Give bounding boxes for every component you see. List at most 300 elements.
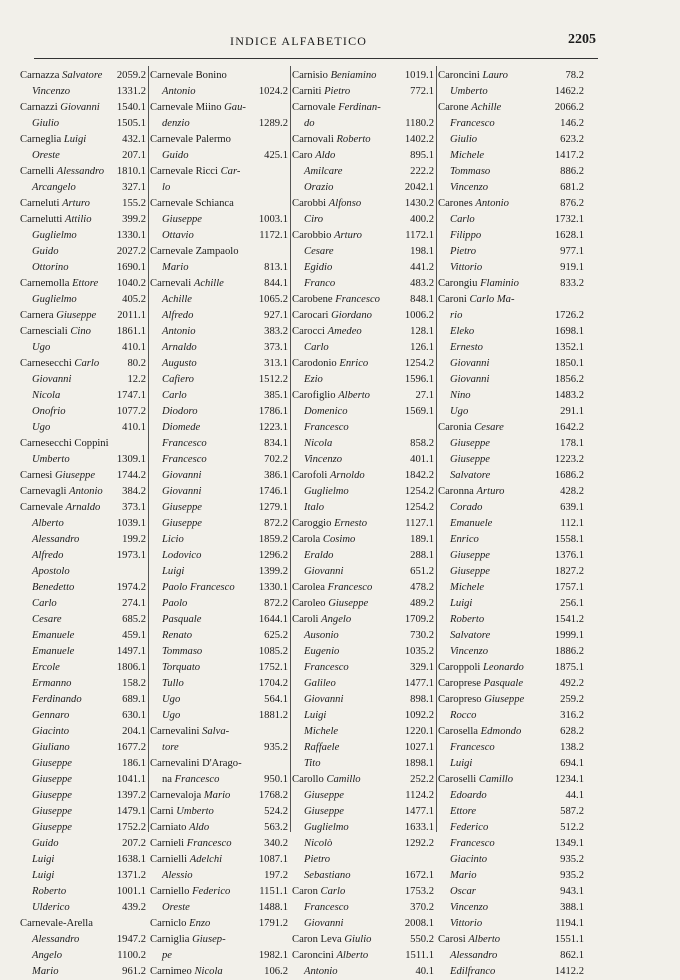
entry-page-ref: 1223.2: [554, 454, 584, 465]
entry-page-ref: 1035.2: [404, 646, 434, 657]
entry-given-name: Giuseppe: [304, 806, 345, 817]
entry-name: [32, 948, 102, 964]
entry-given-name: Achille: [471, 102, 502, 113]
entry-name: [292, 324, 390, 340]
entry-given-name: Guido: [32, 838, 59, 849]
entry-given-name: Arturo: [62, 198, 90, 209]
entry-page-ref: 1371.2: [116, 870, 146, 881]
entry-name: [162, 260, 240, 276]
entry-surname: Carnielli: [150, 854, 190, 865]
entry-name: [450, 804, 536, 820]
entry-name: [150, 100, 246, 116]
entry-name: [304, 244, 390, 260]
entry-page-ref: 1768.2: [258, 790, 288, 801]
entry-page-ref: 681.2: [560, 182, 584, 193]
entry-page-ref: 1999.1: [554, 630, 584, 641]
entry-given-name: Arturo: [476, 486, 505, 497]
index-entry: [438, 660, 586, 676]
entry-page-ref: 128.1: [410, 326, 434, 337]
entry-surname: Carofiglio: [292, 390, 339, 401]
entry-page-ref: 40.1: [415, 966, 434, 977]
entry-name: [162, 628, 240, 644]
entry-name: [292, 948, 390, 964]
entry-name: [20, 196, 102, 212]
entry-given-name: Camillo: [478, 774, 514, 785]
entry-name: [438, 692, 536, 708]
entry-name: [304, 436, 390, 452]
entry-surname: Carongiu: [438, 278, 481, 289]
entry-given-name: Attilio: [65, 214, 92, 225]
index-entry: [20, 948, 148, 964]
entry-name: [32, 820, 102, 836]
entry-name: [32, 772, 102, 788]
index-entry: [292, 676, 436, 692]
entry-name: [450, 820, 536, 836]
entry-given-name: Eleko: [450, 326, 475, 337]
entry-name: [162, 308, 240, 324]
entry-page-ref: 512.2: [560, 822, 584, 833]
index-entry: [292, 324, 436, 340]
index-entry: [150, 916, 290, 932]
entry-given-name: Nino: [450, 390, 471, 401]
entry-name: [304, 164, 390, 180]
entry-name: [162, 356, 240, 372]
index-entry: [20, 372, 148, 388]
entry-given-name: Emanuele: [32, 646, 75, 657]
entry-surname: Carnevale-Arella: [20, 918, 93, 929]
index-entry: [292, 100, 436, 116]
entry-given-name: Salvatore: [450, 470, 491, 481]
entry-surname: Carnieli: [150, 838, 187, 849]
index-entry: [438, 516, 586, 532]
entry-given-name: Guido: [162, 150, 189, 161]
entry-given-name: Francesco: [304, 902, 349, 913]
entry-surname: Carniglia: [150, 934, 193, 945]
entry-name: [162, 580, 240, 596]
index-entry: [150, 660, 290, 676]
entry-name: [450, 164, 536, 180]
entry-name: [450, 964, 536, 980]
entry-page-ref: 898.1: [410, 694, 434, 705]
index-entry: [292, 132, 436, 148]
entry-name: [150, 852, 240, 868]
entry-page-ref: 1505.1: [116, 118, 146, 129]
entry-given-name: Pietro: [450, 246, 477, 257]
entry-given-name: Angelo: [32, 950, 63, 961]
entry-page-ref: 388.1: [560, 902, 584, 913]
index-entry: [438, 276, 586, 292]
index-entry: [150, 532, 290, 548]
entry-surname: Carnesecchi: [20, 358, 75, 369]
entry-name: [20, 500, 102, 516]
entry-surname: Carneluti: [20, 198, 63, 209]
entry-name: [292, 292, 390, 308]
entry-name: [162, 868, 240, 884]
entry-surname: Carnelutti: [20, 214, 66, 225]
entry-page-ref: 274.1: [122, 598, 146, 609]
entry-name: [450, 948, 536, 964]
entry-page-ref: 550.2: [410, 934, 434, 945]
entry-page-ref: 146.2: [560, 118, 584, 129]
entry-name: [32, 532, 102, 548]
entry-name: [292, 228, 390, 244]
entry-surname: Carnevale Miino: [150, 102, 225, 113]
entry-page-ref: 1006.2: [404, 310, 434, 321]
entry-surname: Carnevagli: [20, 486, 70, 497]
entry-page-ref: 313.1: [264, 358, 288, 369]
entry-name: [304, 452, 390, 468]
entry-surname: Carnesecchi Coppini: [20, 438, 109, 449]
index-entry: [438, 788, 586, 804]
index-entry: [438, 564, 586, 580]
entry-given-name: Mario: [32, 966, 59, 977]
entry-name: [292, 148, 390, 164]
entry-page-ref: 1497.1: [116, 646, 146, 657]
index-entry: [20, 468, 148, 484]
entry-name: [162, 388, 240, 404]
entry-page-ref: 410.1: [122, 342, 146, 353]
entry-page-ref: 625.2: [264, 630, 288, 641]
entry-given-name: Giuseppe: [450, 454, 491, 465]
entry-name: [20, 468, 102, 484]
entry-page-ref: 639.1: [560, 502, 584, 513]
index-entry: [292, 836, 436, 852]
entry-page-ref: 844.1: [264, 278, 288, 289]
entry-given-name: Egidio: [304, 262, 333, 273]
entry-page-ref: 483.2: [410, 278, 434, 289]
entry-given-name: Francesco: [162, 454, 207, 465]
entry-name: [162, 324, 240, 340]
entry-name: [438, 772, 536, 788]
entry-name: [292, 612, 390, 628]
entry-name: [162, 516, 240, 532]
entry-page-ref: 425.1: [264, 150, 288, 161]
entry-given-name: Ugo: [162, 710, 181, 721]
entry-name: [162, 548, 240, 564]
entry-page-ref: 189.1: [410, 534, 434, 545]
entry-given-name: Giulio: [344, 934, 372, 945]
entry-page-ref: 833.2: [560, 278, 584, 289]
entry-page-ref: 489.2: [410, 598, 434, 609]
entry-name: [162, 900, 240, 916]
entry-given-name: Paolo Francesco: [162, 582, 235, 593]
entry-page-ref: 259.2: [560, 694, 584, 705]
index-entry: [150, 900, 290, 916]
entry-surname: Caronna: [438, 486, 477, 497]
entry-given-name: Ulderico: [32, 902, 70, 913]
index-entry: [150, 292, 290, 308]
entry-name: [450, 324, 536, 340]
entry-name: [162, 420, 240, 436]
entry-page-ref: 1726.2: [554, 310, 584, 321]
index-entry: [20, 84, 148, 100]
entry-page-ref: 112.1: [560, 518, 584, 529]
index-entry: [150, 324, 290, 340]
entry-name: [450, 740, 536, 756]
index-entry: [292, 420, 436, 436]
entry-surname: Carnazzi: [20, 102, 61, 113]
entry-name: [450, 308, 536, 324]
entry-surname: Carobbio: [292, 230, 335, 241]
entry-given-name: Alessandro: [32, 534, 80, 545]
entry-given-name: Torquato: [162, 662, 201, 673]
entry-given-name: Enrico: [450, 534, 479, 545]
entry-page-ref: 386.1: [264, 470, 288, 481]
entry-name: [162, 948, 240, 964]
entry-given-name: Antonio: [69, 486, 103, 497]
entry-name: [32, 932, 102, 948]
entry-given-name: Roberto: [336, 134, 371, 145]
entry-name: [450, 340, 536, 356]
entry-page-ref: 1638.1: [116, 854, 146, 865]
index-entry: [150, 196, 290, 212]
entry-surname: Carnevaloja: [150, 790, 204, 801]
entry-name: [32, 644, 102, 660]
entry-name: [162, 660, 240, 676]
entry-name: [32, 836, 102, 852]
entry-surname: Carnevale Ricci: [150, 166, 221, 177]
entry-page-ref: 385.1: [264, 390, 288, 401]
entry-name: [150, 932, 240, 948]
entry-name: [438, 724, 536, 740]
entry-given-name: Carlo Ma-: [469, 294, 515, 305]
index-entry: [20, 404, 148, 420]
index-entry: [20, 212, 148, 228]
entry-given-name: Giuseppe: [32, 774, 73, 785]
entry-name: [162, 292, 240, 308]
entry-name: [292, 580, 390, 596]
entry-surname: Caroprese: [438, 678, 484, 689]
entry-name: [150, 788, 240, 804]
index-entry: [438, 180, 586, 196]
entry-name: [450, 628, 536, 644]
index-entry: [292, 724, 436, 740]
index-entry: [20, 884, 148, 900]
index-entry: [292, 580, 436, 596]
index-entry: [292, 852, 436, 868]
entry-name: [450, 756, 536, 772]
entry-name: [32, 340, 102, 356]
entry-name: [32, 628, 102, 644]
entry-name: [450, 868, 536, 884]
index-entry: [150, 756, 290, 772]
entry-given-name: pe: [162, 950, 172, 961]
index-entry: [20, 916, 148, 932]
entry-name: [304, 676, 390, 692]
entry-name: [32, 868, 102, 884]
entry-page-ref: 1644.1: [258, 614, 288, 625]
entry-given-name: Nicolò: [304, 838, 333, 849]
entry-given-name: Ciro: [304, 214, 324, 225]
entry-page-ref: 126.1: [410, 342, 434, 353]
entry-given-name: Cesare: [474, 422, 504, 433]
entry-given-name: Vincenzo: [32, 86, 71, 97]
entry-surname: Carosi: [438, 934, 469, 945]
entry-name: [20, 132, 102, 148]
entry-page-ref: 1100.2: [117, 950, 146, 961]
entry-page-ref: 1551.1: [554, 934, 584, 945]
entry-given-name: lo: [162, 182, 171, 193]
entry-page-ref: 1672.1: [404, 870, 434, 881]
entry-surname: Carolea: [292, 582, 328, 593]
entry-name: [162, 180, 240, 196]
index-entry: [20, 164, 148, 180]
entry-name: [32, 900, 102, 916]
entry-page-ref: 1947.2: [116, 934, 146, 945]
entry-name: [450, 260, 536, 276]
entry-given-name: Apostolo: [32, 566, 70, 577]
entry-page-ref: 1757.1: [554, 582, 584, 593]
entry-page-ref: 1698.1: [554, 326, 584, 337]
index-entry: [20, 900, 148, 916]
entry-page-ref: 1827.2: [554, 566, 584, 577]
entry-page-ref: 1462.2: [554, 86, 584, 97]
entry-given-name: Francesco: [186, 838, 232, 849]
entry-name: [162, 404, 240, 420]
entry-name: [32, 452, 102, 468]
entry-name: [162, 484, 240, 500]
entry-surname: Caroncini: [438, 70, 483, 81]
index-entry: [20, 180, 148, 196]
entry-surname: Carobene: [292, 294, 336, 305]
entry-surname: Carnisio: [292, 70, 331, 81]
index-entry: [20, 964, 148, 980]
index-entry: [292, 772, 436, 788]
entry-page-ref: 564.1: [264, 694, 288, 705]
index-entry: [438, 260, 586, 276]
entry-given-name: Luigi: [450, 598, 473, 609]
index-entry: [150, 420, 290, 436]
entry-name: [450, 244, 536, 260]
entry-name: [450, 180, 536, 196]
entry-page-ref: 1024.2: [258, 86, 288, 97]
entry-surname: Carola: [292, 534, 323, 545]
entry-surname: Carnevale Zampaolo: [150, 246, 239, 257]
entry-name: [450, 612, 536, 628]
entry-page-ref: 1686.2: [554, 470, 584, 481]
entry-page-ref: 327.1: [122, 182, 146, 193]
entry-page-ref: 1477.1: [404, 806, 434, 817]
index-entry: [292, 452, 436, 468]
entry-page-ref: 432.1: [122, 134, 146, 145]
page-number: 2205: [568, 32, 596, 47]
index-entry: [438, 148, 586, 164]
entry-given-name: Alessandro: [32, 934, 80, 945]
entry-given-name: Italo: [304, 502, 325, 513]
index-entry: [438, 916, 586, 932]
entry-name: [304, 868, 390, 884]
entry-name: [20, 212, 102, 228]
entry-name: [304, 340, 390, 356]
entry-given-name: Alessandro: [56, 166, 105, 177]
entry-given-name: Vincenzo: [450, 182, 489, 193]
entry-given-name: Salvatore: [62, 70, 103, 81]
entry-name: [438, 660, 536, 676]
index-entry: [150, 484, 290, 500]
entry-given-name: Carlo: [320, 886, 346, 897]
index-entry: [150, 164, 290, 180]
entry-surname: Carollo: [292, 774, 327, 785]
index-entry: [292, 964, 436, 980]
entry-name: [304, 500, 390, 516]
entry-name: [450, 388, 536, 404]
index-entry: [438, 964, 586, 980]
entry-given-name: Giovanni: [162, 486, 202, 497]
entry-page-ref: 1479.1: [116, 806, 146, 817]
index-entry: [20, 388, 148, 404]
entry-given-name: Sebastiano: [304, 870, 351, 881]
entry-given-name: Giuseppe: [450, 550, 491, 561]
index-entry: [438, 852, 586, 868]
index-entry: [20, 132, 148, 148]
entry-page-ref: 858.2: [410, 438, 434, 449]
entry-name: [150, 836, 240, 852]
entry-given-name: Alessio: [162, 870, 193, 881]
index-entry: [20, 420, 148, 436]
entry-page-ref: 872.2: [264, 518, 288, 529]
entry-name: [450, 900, 536, 916]
entry-surname: Carnevale: [20, 502, 66, 513]
entry-page-ref: 80.2: [127, 358, 146, 369]
entry-page-ref: 1753.2: [404, 886, 434, 897]
entry-name: [304, 708, 390, 724]
entry-given-name: Car-: [220, 166, 241, 177]
index-entry: [292, 900, 436, 916]
entry-page-ref: 1019.1: [404, 70, 434, 81]
entry-given-name: Vincenzo: [304, 454, 343, 465]
index-entry: [438, 596, 586, 612]
index-entry: [292, 484, 436, 500]
entry-given-name: Oreste: [162, 902, 190, 913]
index-entry: [292, 356, 436, 372]
entry-page-ref: 862.1: [560, 950, 584, 961]
entry-given-name: Lauro: [482, 70, 508, 81]
index-entry: [292, 548, 436, 564]
entry-page-ref: 702.2: [264, 454, 288, 465]
index-entry: [438, 868, 586, 884]
entry-name: [450, 708, 536, 724]
index-entry: [292, 212, 436, 228]
entry-page-ref: 1709.2: [404, 614, 434, 625]
entry-surname: Carneglia: [20, 134, 64, 145]
entry-given-name: Edmondo: [480, 726, 522, 737]
entry-name: [162, 564, 240, 580]
entry-page-ref: 1430.2: [404, 198, 434, 209]
entry-page-ref: 1087.1: [258, 854, 288, 865]
entry-page-ref: 222.2: [410, 166, 434, 177]
index-entry: [438, 804, 586, 820]
column-divider: [290, 66, 291, 832]
index-column-4: [438, 68, 586, 980]
entry-name: [438, 676, 536, 692]
entry-page-ref: 694.1: [560, 758, 584, 769]
entry-page-ref: 399.2: [122, 214, 146, 225]
entry-given-name: Mario: [162, 262, 189, 273]
entry-page-ref: 1752.2: [116, 822, 146, 833]
entry-given-name: Cosimo: [322, 534, 356, 545]
index-entry: [20, 260, 148, 276]
entry-page-ref: 2066.2: [554, 102, 584, 113]
entry-surname: Carnelli: [20, 166, 57, 177]
entry-surname: Caroselli: [438, 774, 479, 785]
entry-name: [450, 852, 536, 868]
index-entry: [20, 324, 148, 340]
entry-page-ref: 316.2: [560, 710, 584, 721]
index-entry: [20, 740, 148, 756]
entry-page-ref: 524.2: [264, 806, 288, 817]
entry-surname: Carnazza: [20, 70, 63, 81]
entry-page-ref: 895.1: [410, 150, 434, 161]
